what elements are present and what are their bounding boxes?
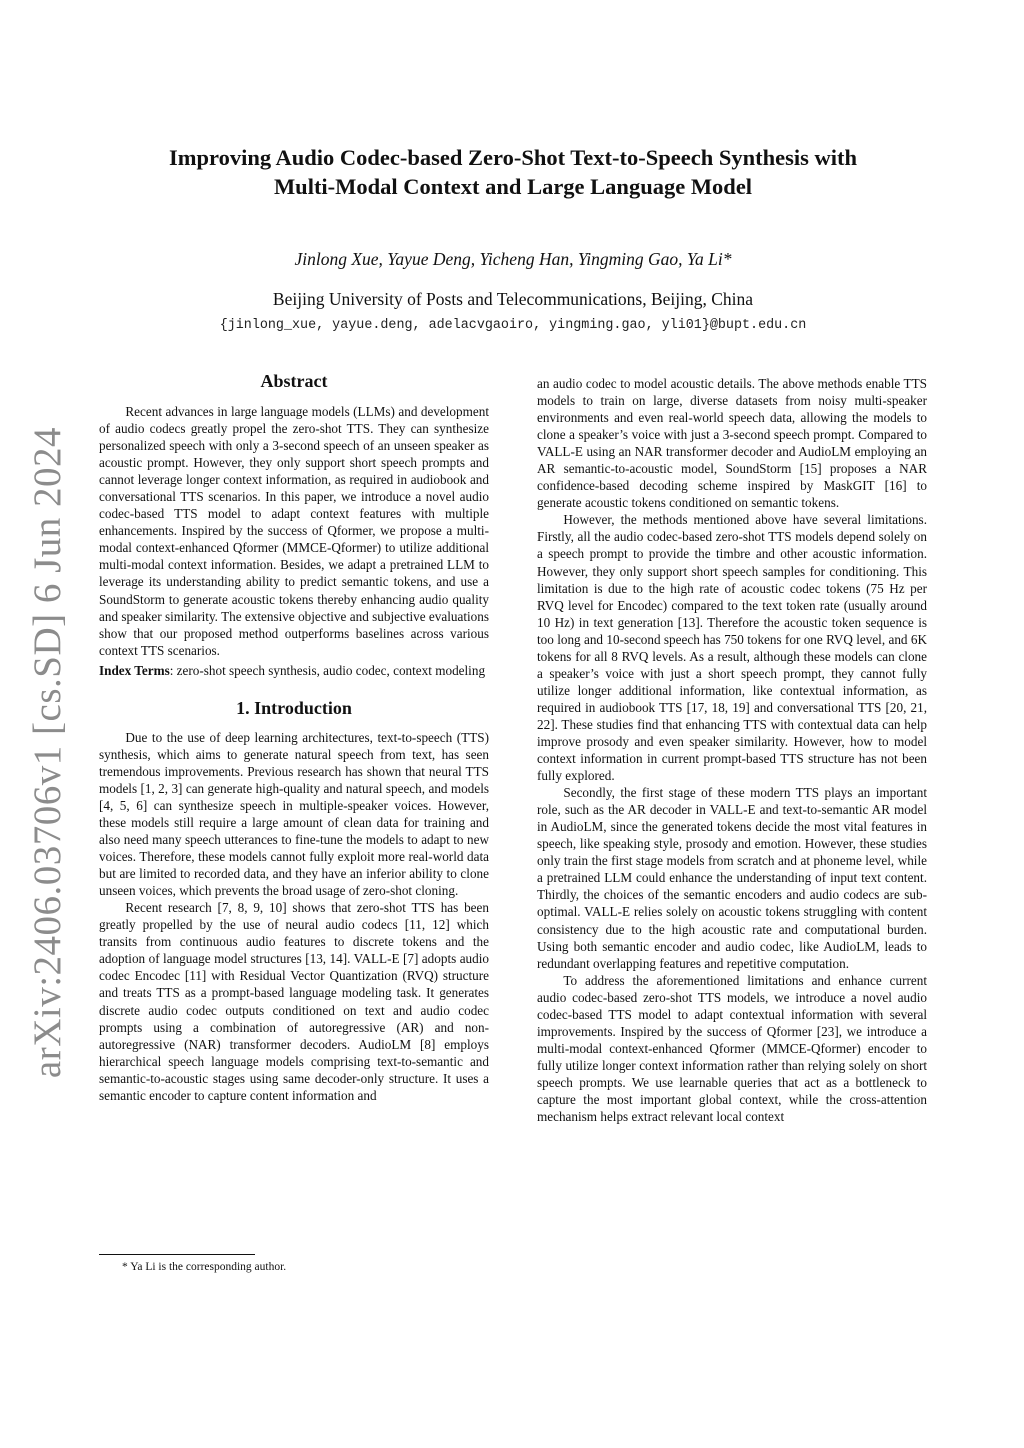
paper-title <box>100 143 926 201</box>
index-terms-label: Index Terms <box>99 662 170 678</box>
author-affiliation: Beijing University of Posts and Telecommunications, Beijing, China <box>272 289 754 309</box>
right-paragraph-1: an audio codec to model acoustic details. The above methods enable TTS models to train on large, diverse datasets from noisy multi-speaker environments and even real-world speech data, allowing the models to clone a speaker’s voice with just a 3-second speech prompt. Compared to VALL-E using an NAR transformer decoder and AudioLM employing an AR semantic-to-acoustic model, SoundStorm [15] proposes a NAR confidence-based decoding scheme inspired by MaskGIT [16] to generate acoustic tokens conditioned on semantic tokens. <box>537 376 927 511</box>
intro-paragraph-2: Recent research [7, 8, 9, 10] shows that zero-shot TTS has been greatly propelled by the use of neural audio codecs [11, 12] which transits from continuous audio features to discrete tokens and the adoption of language model structures [13, 14]. VALL-E [7] adopts audio codec Encodec [11] with Residual Vector Quantization (RVQ) structure and treats TTS as a prompt-based language modeling task. It generates discrete audio codec outputs conditioned on text and audio codec prompts using a combination of autoregressive (AR) and non-autoregressive (NAR) transformer decoders. AudioLM [8] employs hierarchical speech language models comprising text-to-semantic and semantic-to-acoustic stages using same decoder-only structure. It uses a semantic encoder to capture content information and <box>99 900 489 1103</box>
author-emails: {jinlong_xue, yayue.deng, adelacvgaoiro, yingming.gao, yli01}@bupt.edu.cn <box>219 318 807 333</box>
right-paragraph-2: However, the methods mentioned above have several limitations. Firstly, all the audio codec-based zero-shot TTS models depend solely on a speech prompt to provide the timbre and other acoustic information. However, they only support short speech samples for conditioning. This limitation is due to the high rate of acoustic codec tokens (75 Hz per RVQ level for Encodec) compared to the text token rate (usually around 10 Hz) in text generation [13]. Therefore the acoustic token sequence is too long and 10-second speech has 750 tokens for one RVQ level, and 6K tokens for all 8 RVQ levels. As a result, although these models can clone a speaker’s voice with just a short speech prompt, they cannot fully utilize longer additional information, like contextual information, as required in audiobook TTS [17, 18, 19] and conversational TTS [20, 21, 22]. These studies find that enhancing TTS with contextual data can help improve prosody and even speaker similarity. However, how to model context information in current prompt-based TTS structure has not been fully explored. <box>537 512 927 784</box>
intro-paragraph-1: Due to the use of deep learning architectures, text-to-speech (TTS) synthesis, which aims to generate natural speech from text, has seen tremendous improvements. Previous research has shown that neural TTS models [1, 2, 3] can generate high-quality and natural speech, and models [4, 5, 6] can synthesize speech in multiple-speaker voices. However, these models still require a large amount of clean data for training and also need many speech utterances to fine-tune the models to adapt to new voices. Therefore, these models cannot fully exploit more real-world data but are limited to recorded data, and they have an inferior ability to clone unseen voices, which prevents the broad usage of zero-shot cloning. <box>99 729 489 899</box>
paper-title-line-1: Improving Audio Codec-based Zero-Shot Text-to-Speech Synthesis with <box>168 145 857 170</box>
author-list: Jinlong Xue, Yayue Deng, Yicheng Han, Yingming Gao, Ya Li* <box>294 249 732 269</box>
arxiv-identifier-text: arXiv:2406.03706v1 [cs.SD] 6 Jun 2024 <box>26 426 70 1079</box>
right-paragraph-4: To address the aforementioned limitations and enhance current audio codec-based zero-shot TTS models, we introduce a novel audio codec-based TTS model to adapt contextual information with several improvements. Inspired by the success of Qformer [23], we introduce a multi-modal context-enhanced Qformer (MMCE-Qformer) encoder to fully utilize longer context information rather than relying solely on short speech prompts. We use learnable queries that act as a bottleneck to capture the most important global context, while the cross-attention mechanism helps extract relevant local context <box>537 972 927 1125</box>
arxiv-identifier-stamp <box>20 426 76 1079</box>
abstract-heading: Abstract <box>260 371 328 391</box>
introduction-heading: 1. Introduction <box>236 697 352 718</box>
footnote-divider <box>99 1254 255 1255</box>
index-terms-text: : zero-shot speech synthesis, audio codec, context modeling <box>169 662 486 678</box>
left-column <box>99 368 489 1104</box>
right-column <box>537 375 927 1125</box>
right-paragraph-3: Secondly, the first stage of these modern TTS plays an important role, such as the AR decoder in VALL-E and text-to-semantic AR model in AudioLM, since the generated tokens decide the most vital features in speech, like speaking style, prosody and emotion. However, these studies only train the first stage models from scratch and at phoneme level, while a pretrained LLM could enhance the understanding of input text content. Thirdly, the choices of the semantic encoders and audio codecs are sub-optimal. VALL-E relies solely on acoustic tokens struggling with content consistency due to the high acoustic rate and computational burden. Using both semantic encoder and audio codec, like AudioLM, leads to redundant overlapping features and repetitive computation. <box>537 785 927 971</box>
index-terms <box>99 662 489 679</box>
paper-title-line-2: Multi-Modal Context and Large Language Model <box>273 174 753 199</box>
footnote: * Ya Li is the corresponding author. <box>122 1261 287 1273</box>
abstract-text: Recent advances in large language models (LLMs) and development of audio codecs greatly propel the zero-shot TTS. They can synthesize personalized speech with only a 3-second speech of an unseen speaker as acoustic prompt. However, they only support short speech prompts and cannot leverage longer context information, as required in audiobook and conversational TTS scenarios. In this paper, we introduce a novel audio codec-based TTS model to adapt context features with multiple enhancements. Inspired by the success of Qformer, we propose a multi-modal context-enhanced Qformer (MMCE-Qformer) to utilize additional multi-modal context information. Besides, we adapt a pretrained LLM to leverage its understanding ability to predict semantic tokens, and use a SoundStorm to generate acoustic tokens thereby enhancing audio quality and speaker similarity. The extensive objective and subjective evaluations show that our proposed method outperforms baselines across various context TTS scenarios. <box>99 404 489 658</box>
